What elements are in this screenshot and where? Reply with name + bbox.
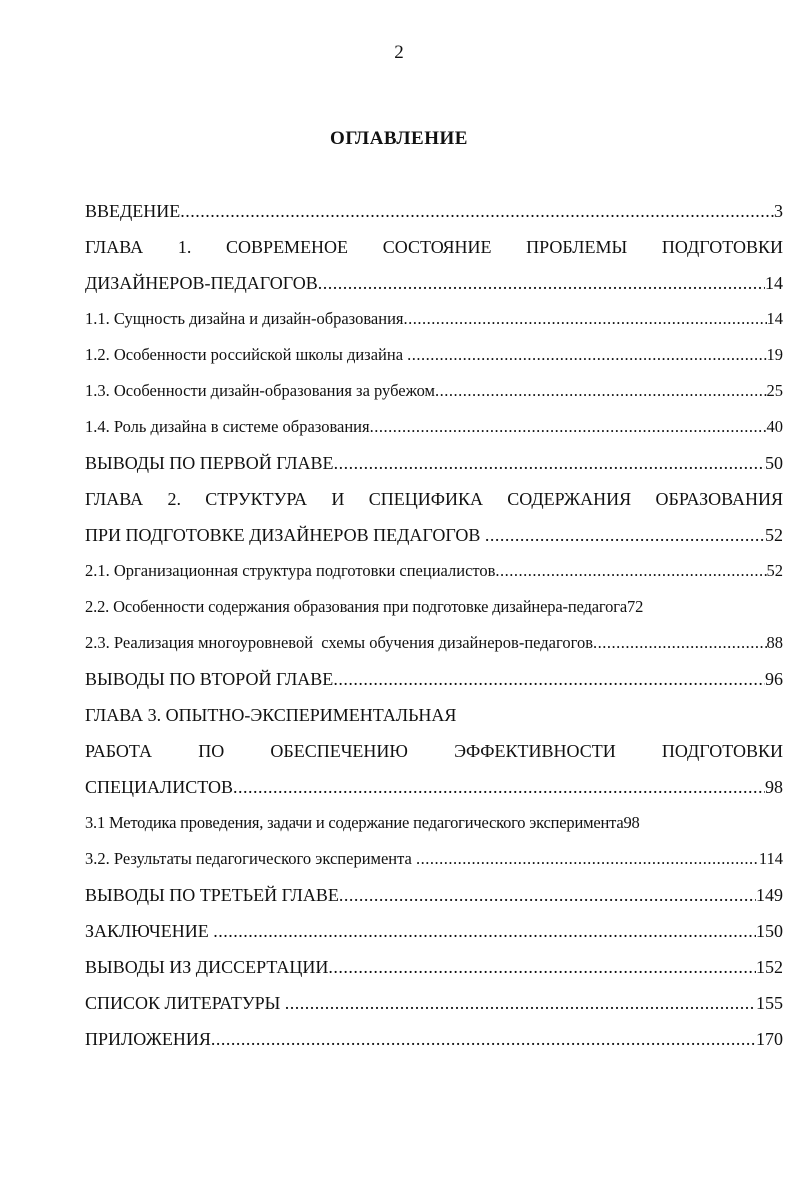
toc-entry-conclusion[interactable]	[85, 916, 783, 946]
toc-entry-page: 149	[756, 885, 783, 905]
toc-entry-section-2-3[interactable]	[85, 628, 783, 658]
toc-entry-label: ПРИЛОЖЕНИЯ	[85, 1029, 211, 1049]
dot-leader	[213, 916, 756, 946]
toc-entry-chapter-1[interactable]	[85, 268, 783, 298]
toc-title: ОГЛАВЛЕНИЕ	[330, 128, 468, 149]
dot-leader	[328, 952, 756, 982]
toc-entry-conclusions-chapter-1[interactable]	[85, 448, 783, 478]
toc-entry-section-2-2[interactable]	[85, 592, 783, 622]
toc-entry-chapter-3-title[interactable]	[85, 700, 783, 730]
toc-entry-section-1-2[interactable]	[85, 340, 783, 370]
toc-entry-chapter-2-title[interactable]	[85, 484, 783, 514]
dot-leader	[495, 556, 766, 586]
toc-entry-section-1-4[interactable]	[85, 412, 783, 442]
toc-entry-label: 1.1. Сущность дизайна и дизайн-образования	[85, 309, 404, 328]
toc-entry-page: 14	[765, 273, 783, 293]
toc-entry-page: 25	[766, 381, 783, 400]
toc-entry-chapter-1-title[interactable]	[85, 232, 783, 262]
dot-leader	[404, 304, 767, 334]
toc-entry-chapter-3-title-cont[interactable]	[85, 736, 783, 766]
toc-entry-label: ВЫВОДЫ ИЗ ДИССЕРТАЦИИ	[85, 957, 329, 977]
dot-leader	[339, 880, 756, 910]
toc-entry-section-2-1[interactable]	[85, 556, 783, 586]
dot-leader	[485, 520, 765, 550]
toc-entry-label-line: РАБОТА ПО ОБЕСПЕЧЕНИЮ ЭФФЕКТИВНОСТИ ПОДГОТОВКИ	[85, 741, 783, 761]
toc-entry-page: 50	[765, 453, 783, 473]
toc-entry-page: 98	[765, 777, 783, 797]
toc-entry-page: 88	[766, 633, 783, 652]
toc-entry-label: ЗАКЛЮЧЕНИЕ	[85, 921, 214, 941]
toc-entry-conclusions-chapter-2[interactable]	[85, 664, 783, 694]
dot-leader	[370, 412, 767, 442]
dot-leader	[334, 448, 765, 478]
toc-entry-label: ВЫВОДЫ ПО ВТОРОЙ ГЛАВЕ	[85, 669, 334, 689]
toc-entry-page: 152	[756, 957, 783, 977]
dot-leader	[285, 988, 756, 1018]
dot-leader	[435, 376, 767, 406]
toc-entry-label: ПРИ ПОДГОТОВКЕ ДИЗАЙНЕРОВ ПЕДАГОГОВ	[85, 525, 485, 545]
toc-entry-references[interactable]	[85, 988, 783, 1018]
toc-entry-dissertation-conclusions[interactable]	[85, 952, 783, 982]
toc-entry-label: ВВЕДЕНИЕ	[85, 201, 181, 221]
dot-leader	[318, 268, 765, 298]
toc-entry-page: 52	[765, 525, 783, 545]
toc-entry-page: 114	[758, 849, 783, 868]
page-number: 2	[394, 42, 404, 63]
toc-entry-label: 2.2. Особенности содержания образования при подготовке дизайнера-педагога72	[85, 597, 644, 616]
toc-entry-page: 150	[756, 921, 783, 941]
dot-leader	[407, 340, 766, 370]
toc-entry-label-line: ГЛАВА 2. СТРУКТУРА И СПЕЦИФИКА СОДЕРЖАНИЯ ОБРАЗОВАНИЯ	[85, 489, 783, 509]
toc-entry-label: 2.3. Реализация многоуровневой схемы обучения дизайнеров-педагогов	[85, 633, 593, 652]
toc-entry-section-1-1[interactable]	[85, 304, 783, 334]
toc-entry-label-line: ГЛАВА 1. СОВРЕМЕНОЕ СОСТОЯНИЕ ПРОБЛЕМЫ ПОДГОТОВКИ	[85, 237, 783, 257]
toc-entry-section-1-3[interactable]	[85, 376, 783, 406]
toc-entry-label: 1.2. Особенности российской школы дизайна	[85, 345, 408, 364]
toc-entry-page: 170	[756, 1029, 783, 1049]
toc-entry-appendices[interactable]	[85, 1024, 783, 1054]
toc-entry-chapter-3[interactable]	[85, 772, 783, 802]
toc-entry-label: 1.3. Особенности дизайн-образования за рубежом	[85, 381, 435, 400]
toc-entry-page: 3	[774, 201, 783, 221]
toc-entry-label: СПЕЦИАЛИСТОВ	[85, 777, 233, 797]
dot-leader	[593, 628, 767, 658]
dot-leader	[333, 664, 765, 694]
toc-entry-label: СПИСОК ЛИТЕРАТУРЫ	[85, 993, 285, 1013]
toc-entry-page: 52	[766, 561, 783, 580]
dot-leader	[180, 196, 774, 226]
dot-leader	[211, 1024, 756, 1054]
toc-entry-page: 40	[766, 417, 783, 436]
toc-entry-section-3-2[interactable]	[85, 844, 783, 874]
toc-entry-page: 96	[765, 669, 783, 689]
toc-entry-label: ВЫВОДЫ ПО ПЕРВОЙ ГЛАВЕ	[85, 453, 334, 473]
toc-entry-label: 3.1 Методика проведения, задачи и содержание педагогического эксперимента98	[85, 813, 640, 832]
toc-entry-page: 14	[766, 309, 783, 328]
dot-leader	[416, 844, 759, 874]
toc-entry-chapter-2[interactable]	[85, 520, 783, 550]
toc-entry-introduction[interactable]	[85, 196, 783, 226]
toc-entry-label: 3.2. Результаты педагогического эксперимента	[85, 849, 416, 868]
toc-entry-label-line: ГЛАВА 3. ОПЫТНО-ЭКСПЕРИМЕНТАЛЬНАЯ	[85, 705, 457, 725]
toc-entry-label: ВЫВОДЫ ПО ТРЕТЬЕЙ ГЛАВЕ	[85, 885, 339, 905]
toc-entry-page: 155	[756, 993, 783, 1013]
toc-entry-section-3-1[interactable]	[85, 808, 783, 838]
toc-entry-label: ДИЗАЙНЕРОВ-ПЕДАГОГОВ	[85, 273, 318, 293]
toc-entry-label: 2.1. Организационная структура подготовки специалистов	[85, 561, 496, 580]
toc-entry-label: 1.4. Роль дизайна в системе образования	[85, 417, 370, 436]
dot-leader	[233, 772, 765, 802]
toc-entry-page: 19	[766, 345, 783, 364]
toc-entry-conclusions-chapter-3[interactable]	[85, 880, 783, 910]
